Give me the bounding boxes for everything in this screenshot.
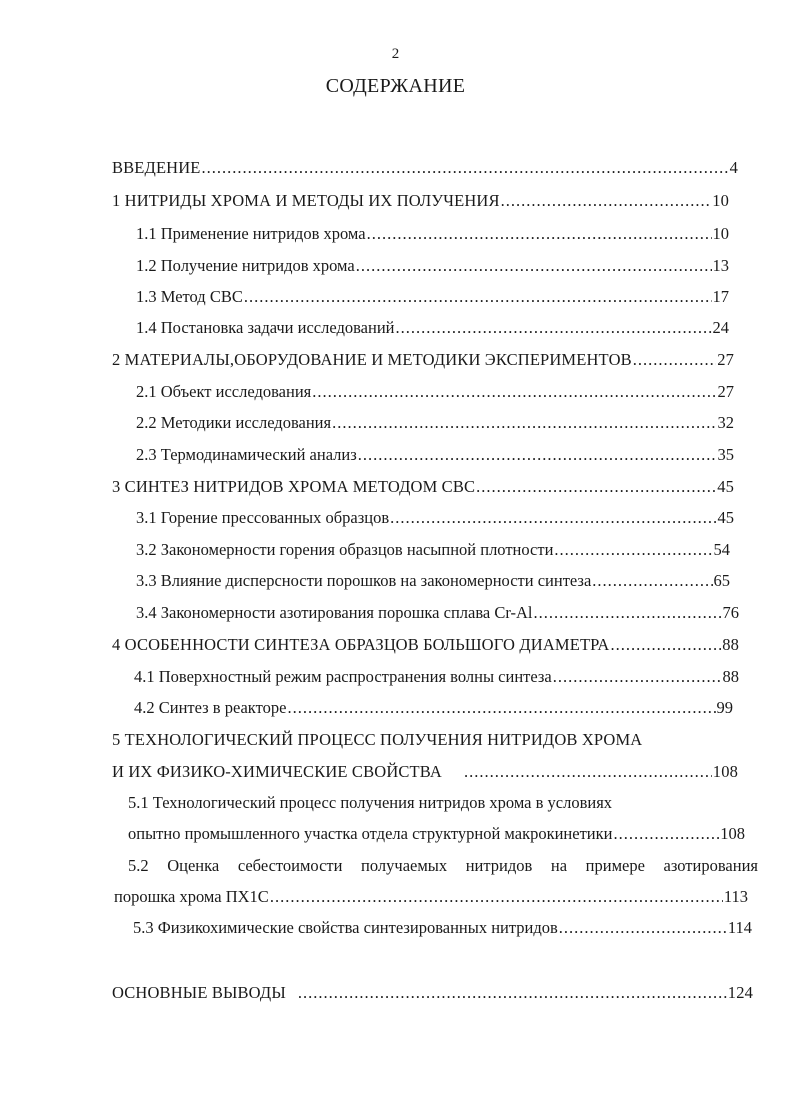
toc-entry-conclusions <box>112 982 753 1004</box>
toc-leader-dots <box>553 666 722 688</box>
toc-leader-dots <box>633 349 716 371</box>
toc-entry-section-5-1-line2 <box>128 823 745 845</box>
toc-entry-page: 54 <box>713 540 730 559</box>
toc-entry-section-2-3 <box>136 444 734 466</box>
toc-entry-label: 5.2 Оценка себестоимости получаемых нитридов на примере азотирования <box>128 856 758 875</box>
toc-entry-page: 27 <box>717 382 734 401</box>
toc-entry-page: 17 <box>712 287 729 306</box>
toc-entry-page: 65 <box>713 571 730 590</box>
toc-entry-section-5-1-line1 <box>128 792 688 814</box>
toc-entry-label: 1.2 Получение нитридов хрома <box>136 256 355 275</box>
toc-entry-section-1-4 <box>136 317 729 339</box>
toc-leader-dots <box>395 317 711 339</box>
toc-entry-label: 2.2 Методики исследования <box>136 413 332 432</box>
toc-entry-chapter-4 <box>112 634 739 656</box>
toc-entry-chapter-5-line2 <box>112 761 738 783</box>
toc-entry-page: 108 <box>712 762 738 781</box>
toc-entry-label: 4.2 Синтез в реакторе <box>134 698 287 717</box>
toc-entry-section-3-4 <box>136 602 739 624</box>
toc-entry-page: 10 <box>712 191 729 210</box>
toc-entry-section-4-1 <box>134 666 739 688</box>
toc-entry-page: 32 <box>717 413 734 432</box>
toc-entry-label: 3.2 Закономерности горения образцов насыпной плотности <box>136 540 554 559</box>
toc-entry-section-2-2 <box>136 412 734 434</box>
toc-leader-dots <box>476 476 716 498</box>
toc-entry-label: 5 ТЕХНОЛОГИЧЕСКИЙ ПРОЦЕСС ПОЛУЧЕНИЯ НИТРИДОВ ХРОМА <box>112 730 643 749</box>
toc-entry-label: 5.1 Технологический процесс получения нитридов хрома в условиях <box>128 793 613 812</box>
toc-entry-label: 1.3 Метод СВС <box>136 287 243 306</box>
toc-entry-page: 45 <box>717 508 734 527</box>
toc-entry-label: 1.1 Применение нитридов хрома <box>136 224 366 243</box>
toc-leader-dots <box>202 157 729 179</box>
toc-leader-dots <box>298 982 727 1004</box>
toc-leader-dots <box>367 223 712 245</box>
toc-leader-dots <box>312 381 716 403</box>
toc-entry-page: 114 <box>727 918 752 937</box>
toc-entry-label: И ИХ ФИЗИКО-ХИМИЧЕСКИЕ СВОЙСТВА <box>112 762 442 781</box>
toc-entry-page: 10 <box>712 224 729 243</box>
toc-entry-label: порошка хрома ПХ1С <box>114 887 269 906</box>
toc-entry-section-1-2 <box>136 255 729 277</box>
toc-entry-section-5-2-line1 <box>128 855 758 877</box>
toc-entry-label: ВВЕДЕНИЕ <box>112 158 201 177</box>
toc-entry-chapter-3 <box>112 476 734 498</box>
toc-entry-page: 24 <box>712 318 729 337</box>
toc-leader-dots <box>592 570 712 592</box>
toc-leader-dots <box>610 634 721 656</box>
toc-entry-section-3-1 <box>136 507 734 529</box>
toc-entry-label: 2 МАТЕРИАЛЫ,ОБОРУДОВАНИЕ И МЕТОДИКИ ЭКСПЕРИМЕНТОВ <box>112 350 632 369</box>
page-title: СОДЕРЖАНИЕ <box>325 75 466 97</box>
toc-leader-dots <box>390 507 716 529</box>
toc-leader-dots <box>244 286 712 308</box>
toc-leader-dots <box>332 412 716 434</box>
toc-entry-page: 99 <box>716 698 733 717</box>
toc-entry-page: 13 <box>712 256 729 275</box>
toc-entry-label: 1 НИТРИДЫ ХРОМА И МЕТОДЫ ИХ ПОЛУЧЕНИЯ <box>112 191 500 210</box>
toc-entry-section-3-3 <box>136 570 730 592</box>
toc-entry-page: 45 <box>717 477 734 496</box>
toc-entry-label: 5.3 Физикохимические свойства синтезированных нитридов <box>133 918 558 937</box>
toc-entry-page: 88 <box>722 635 739 654</box>
toc-entry-page: 4 <box>729 158 738 177</box>
toc-leader-dots <box>356 255 712 277</box>
toc-entry-section-1-1 <box>136 223 729 245</box>
toc-entry-section-5-2-line2 <box>114 886 748 908</box>
toc-entry-label: 3.3 Влияние дисперсности порошков на закономерности синтеза <box>136 571 592 590</box>
toc-entry-chapter-2 <box>112 349 734 371</box>
page-number: 2 <box>391 46 400 62</box>
toc-entry-page: 124 <box>727 983 753 1002</box>
toc-entry-page: 88 <box>722 667 739 686</box>
toc-entry-section-4-2 <box>134 697 733 719</box>
toc-leader-dots <box>464 761 712 783</box>
toc-leader-dots <box>613 823 719 845</box>
toc-entry-page: 113 <box>723 887 748 906</box>
toc-entry-page: 27 <box>717 350 734 369</box>
toc-entry-section-2-1 <box>136 381 734 403</box>
toc-entry-label: 1.4 Постановка задачи исследований <box>136 318 395 337</box>
toc-leader-dots <box>534 602 722 624</box>
toc-leader-dots <box>559 917 727 939</box>
toc-leader-dots <box>287 697 715 719</box>
toc-entry-section-3-2 <box>136 539 730 561</box>
toc-entry-label: 2.1 Объект исследования <box>136 382 312 401</box>
toc-entry-intro <box>112 157 738 179</box>
toc-entry-label: 3 СИНТЕЗ НИТРИДОВ ХРОМА МЕТОДОМ СВС <box>112 477 476 496</box>
toc-entry-label: 3.1 Горение прессованных образцов <box>136 508 390 527</box>
toc-leader-dots <box>358 444 717 466</box>
toc-entry-page: 76 <box>722 603 739 622</box>
toc-entry-chapter-5-line1 <box>112 729 710 751</box>
toc-entry-page: 108 <box>720 824 745 843</box>
toc-entry-label: 3.4 Закономерности азотирования порошка сплава Cr-Al <box>136 603 533 622</box>
toc-entry-page: 35 <box>717 445 734 464</box>
toc-entry-section-5-3 <box>133 917 752 939</box>
toc-entry-label: 2.3 Термодинамический анализ <box>136 445 357 464</box>
toc-entry-label: 4 ОСОБЕННОСТИ СИНТЕЗА ОБРАЗЦОВ БОЛЬШОГО ДИАМЕТРА <box>112 635 610 654</box>
toc-entry-label: опытно промышленного участка отдела структурной макрокинетики <box>128 824 613 843</box>
toc-entry-chapter-1 <box>112 190 729 212</box>
toc-leader-dots <box>554 539 712 561</box>
toc-entry-label: ОСНОВНЫЕ ВЫВОДЫ <box>112 983 286 1002</box>
toc-entry-section-1-3 <box>136 286 729 308</box>
toc-leader-dots <box>501 190 712 212</box>
toc-leader-dots <box>270 886 723 908</box>
toc-entry-label: 4.1 Поверхностный режим распространения волны синтеза <box>134 667 552 686</box>
